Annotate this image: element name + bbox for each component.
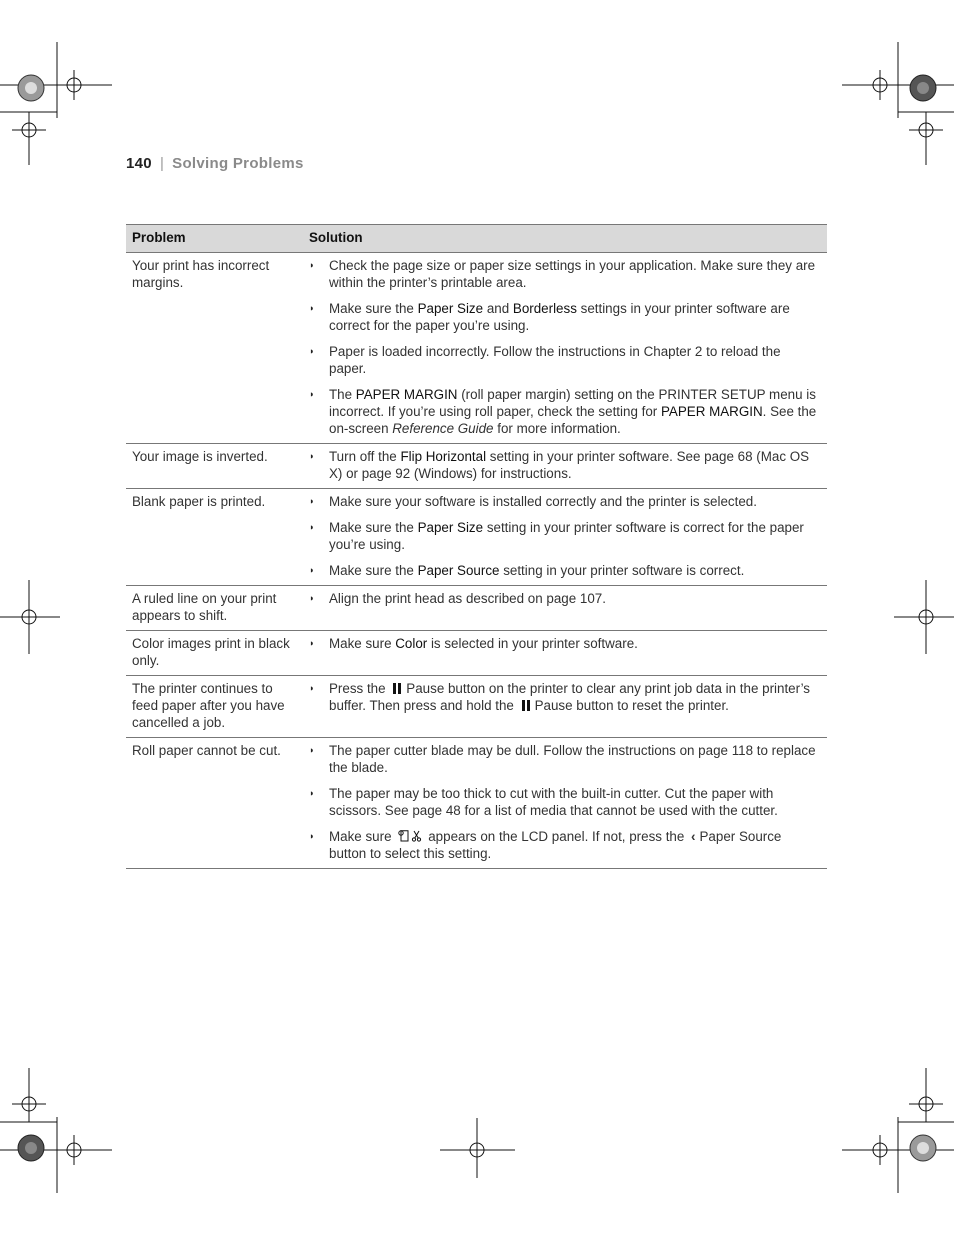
problem-cell: A ruled line on your print appears to shift. xyxy=(126,586,303,631)
setting-name: PAPER MARGIN xyxy=(355,387,458,402)
solution-cell xyxy=(303,676,827,738)
bullet-icon: ◗ xyxy=(309,451,315,461)
solution-text: (roll paper margin) setting on the PRINTER SETUP menu is incorrect. If you’re using roll paper, check the setting for xyxy=(329,387,816,419)
solution-text: Paper is loaded incorrectly. Follow the instructions in Chapter 2 to reload the paper. xyxy=(329,344,781,376)
table-row xyxy=(126,631,827,676)
solution-list xyxy=(309,448,821,482)
setting-name: Paper Size xyxy=(417,301,484,316)
solution-item xyxy=(309,493,821,510)
bullet-icon: ◗ xyxy=(309,496,315,506)
table-row xyxy=(126,444,827,489)
problem-cell: Blank paper is printed. xyxy=(126,489,303,586)
solution-text: Paper Source button to select this setting. xyxy=(329,829,782,861)
solution-text: Align the print head as described on page 107. xyxy=(329,591,606,606)
solution-list xyxy=(309,742,821,862)
setting-name: Borderless xyxy=(512,301,577,316)
pause-icon xyxy=(392,683,402,694)
solution-text: The paper may be too thick to cut with the built-in cutter. Cut the paper with scissors. See page 48 for a list of media that cannot be used with the cutter. xyxy=(329,786,778,818)
solution-text: Press the xyxy=(329,681,390,696)
solution-column-header: Solution xyxy=(303,225,827,253)
setting-name: Paper Source xyxy=(417,563,500,578)
problem-cell: Color images print in black only. xyxy=(126,631,303,676)
header-separator: | xyxy=(159,155,165,172)
roll-cut-icon xyxy=(398,830,424,842)
setting-name: Color xyxy=(395,636,428,651)
solution-text: The paper cutter blade may be dull. Follow the instructions on page 118 to replace the blade. xyxy=(329,743,816,775)
table-header-row xyxy=(126,225,827,253)
page-number: 140 xyxy=(126,155,152,172)
solution-text: Make sure the xyxy=(329,563,418,578)
section-title: Solving Problems xyxy=(172,155,304,172)
bullet-icon: ◗ xyxy=(309,346,315,356)
solution-text: settings in your printer software are correct for the paper you’re using. xyxy=(329,301,790,333)
solution-item xyxy=(309,635,821,652)
solution-list xyxy=(309,590,821,607)
solution-item xyxy=(309,742,821,776)
solution-item xyxy=(309,386,821,437)
solution-item xyxy=(309,680,821,714)
left-arrow-icon: ‹ xyxy=(691,829,696,844)
solution-text: Pause button to reset the printer. xyxy=(534,698,729,713)
solution-text: for more information. xyxy=(493,421,621,436)
troubleshooting-table xyxy=(126,224,827,869)
solution-item xyxy=(309,448,821,482)
solution-text: setting in your printer software is correct. xyxy=(499,563,745,578)
solution-cell xyxy=(303,586,827,631)
bullet-icon: ◗ xyxy=(309,788,315,798)
table-row xyxy=(126,676,827,738)
bullet-icon: ◗ xyxy=(309,745,315,755)
pause-icon xyxy=(521,700,531,711)
solution-cell xyxy=(303,489,827,586)
solution-text: . See the on-screen xyxy=(329,404,817,436)
solution-list xyxy=(309,493,821,579)
bullet-icon: ◗ xyxy=(309,831,315,841)
solution-item xyxy=(309,519,821,553)
solution-text: Turn off the xyxy=(329,449,401,464)
solution-text: Make sure the xyxy=(329,301,418,316)
solution-text: setting in your printer software. See page 68 (Mac OS X) or page 92 (Windows) for instructions. xyxy=(329,449,810,481)
solution-cell xyxy=(303,631,827,676)
solution-text: is selected in your printer software. xyxy=(427,636,638,651)
bullet-icon: ◗ xyxy=(309,565,315,575)
problem-cell: Roll paper cannot be cut. xyxy=(126,738,303,869)
bullet-icon: ◗ xyxy=(309,593,315,603)
setting-name: Flip Horizontal xyxy=(400,449,487,464)
solution-list xyxy=(309,257,821,437)
bullet-icon: ◗ xyxy=(309,260,315,270)
solution-text: Check the page size or paper size settings in your application. Make sure they are within the printer’s printable area. xyxy=(329,258,816,290)
solution-text: and xyxy=(483,301,513,316)
bullet-icon: ◗ xyxy=(309,389,315,399)
solution-item xyxy=(309,590,821,607)
solution-cell xyxy=(303,444,827,489)
solution-list xyxy=(309,680,821,714)
problem-cell: Your print has incorrect margins. xyxy=(126,253,303,444)
running-header xyxy=(126,155,304,172)
document-title: Reference Guide xyxy=(392,421,494,436)
solution-text: Make sure your software is installed correctly and the printer is selected. xyxy=(329,494,757,509)
solution-cell xyxy=(303,738,827,869)
solution-cell xyxy=(303,253,827,444)
solution-text: Make sure the xyxy=(329,520,418,535)
solution-text: Make sure xyxy=(329,636,396,651)
solution-text: Make sure xyxy=(329,829,396,844)
bullet-icon: ◗ xyxy=(309,522,315,532)
solution-text: appears on the LCD panel. If not, press the xyxy=(428,829,689,844)
table-row xyxy=(126,253,827,444)
table-row xyxy=(126,489,827,586)
setting-name: PAPER MARGIN xyxy=(660,404,763,419)
solution-item xyxy=(309,257,821,291)
solution-list xyxy=(309,635,821,652)
solution-text: Pause button on the printer to clear any print job data in the printer’s buffer. Then press and hold the xyxy=(329,681,811,713)
bullet-icon: ◗ xyxy=(309,638,315,648)
solution-item xyxy=(309,562,821,579)
bullet-icon: ◗ xyxy=(309,303,315,313)
setting-name: Paper Size xyxy=(417,520,484,535)
solution-item xyxy=(309,785,821,819)
problem-column-header: Problem xyxy=(126,225,303,253)
problem-cell: Your image is inverted. xyxy=(126,444,303,489)
table-row xyxy=(126,738,827,869)
solution-item xyxy=(309,828,821,862)
table-row xyxy=(126,586,827,631)
solution-item xyxy=(309,343,821,377)
problem-cell: The printer continues to feed paper after you have cancelled a job. xyxy=(126,676,303,738)
bullet-icon: ◗ xyxy=(309,683,315,693)
solution-text: setting in your printer software is correct for the paper you’re using. xyxy=(329,520,804,552)
solution-text: The xyxy=(329,387,356,402)
solution-item xyxy=(309,300,821,334)
